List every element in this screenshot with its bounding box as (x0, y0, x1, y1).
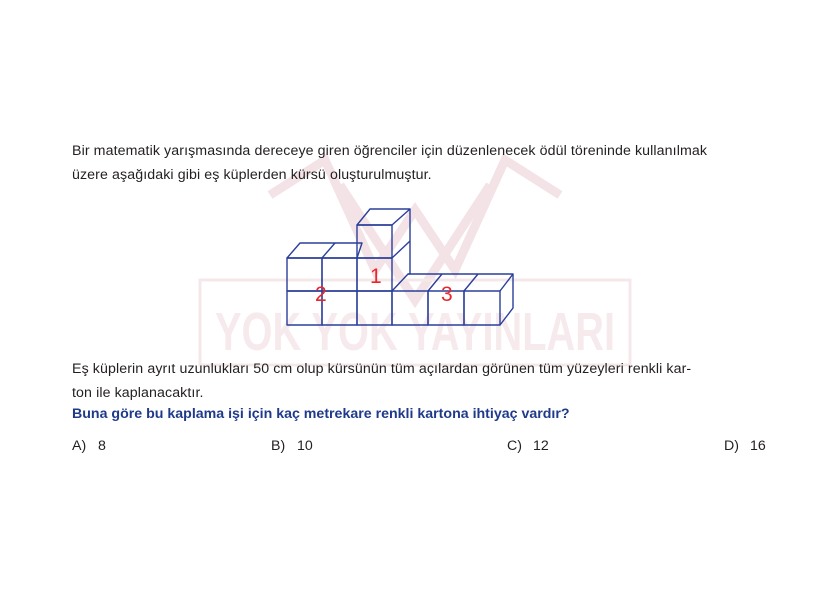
choice-b-value: 10 (297, 438, 313, 454)
watermark-text: YOK YOK YAYINLARI (215, 302, 615, 362)
cube-label-1: 1 (370, 265, 382, 288)
intro-line-1: Bir matematik yarışmasında dereceye giren öğrenciler için düzenlenecek ödül töreninde kullanılmak (72, 143, 708, 159)
problem-details (72, 357, 782, 405)
details-line-2: ton ile kaplanacaktır. (72, 385, 204, 401)
cube-label-3: 3 (441, 283, 453, 306)
choice-a-value: 8 (98, 438, 106, 454)
cube-label-2: 2 (315, 283, 327, 306)
choice-d-key: D) (724, 438, 739, 454)
details-line-1: Eş küplerin ayrıt uzunlukları 50 cm olup kürsünün tüm açılardan görünen tüm yüzeyleri renkli kar- (72, 361, 692, 377)
choice-d[interactable] (724, 438, 766, 454)
question-text: Buna göre bu kaplama işi için kaç metrekare renkli kartona ihtiyaç vardır? (72, 406, 570, 422)
choice-c-value: 12 (533, 438, 549, 454)
choice-b[interactable] (271, 438, 313, 454)
choice-a[interactable] (72, 438, 106, 454)
intro-line-2: üzere aşağıdaki gibi eş küplerden kürsü oluşturulmuştur. (72, 167, 432, 183)
choice-c-key: C) (507, 438, 522, 454)
cube-podium-figure (280, 200, 520, 330)
choice-b-key: B) (271, 438, 286, 454)
choice-a-key: A) (72, 438, 87, 454)
choice-d-value: 16 (750, 438, 766, 454)
problem-intro (72, 139, 782, 187)
choice-c[interactable] (507, 438, 549, 454)
